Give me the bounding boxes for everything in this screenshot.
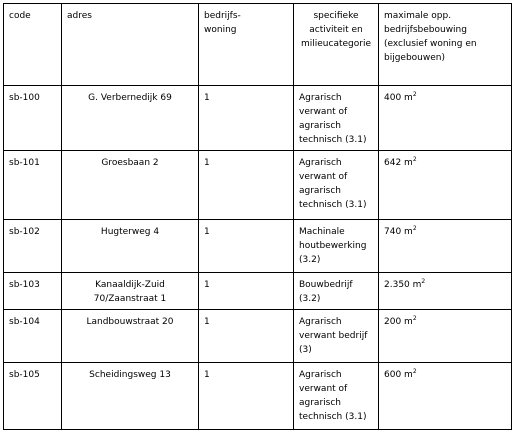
table-row: [4, 273, 512, 310]
row-activiteit-line: technisch (3.1): [299, 412, 367, 422]
header-activiteit-line: activiteit en: [309, 25, 363, 35]
header-activiteit-line: specifieke: [313, 11, 359, 21]
cell-adres: [62, 151, 199, 220]
cell-oppervlakte: [379, 363, 512, 430]
cell-adres: [62, 220, 199, 273]
cell-code: [4, 86, 62, 151]
row-adres-line: Landbouwstraat 20: [86, 317, 174, 327]
cell-activiteit: [294, 220, 379, 273]
row-adres-line: Scheidingsweg 13: [89, 370, 171, 380]
row-oppervlakte-unit-sup: 2: [412, 368, 417, 375]
row-adres-line: Kanaaldijk-Zuid: [95, 280, 165, 290]
cell-woning: [199, 220, 294, 273]
header-max-oppervlakte: [379, 4, 512, 86]
row-woning: 1: [204, 317, 210, 327]
row-code: sb-100: [9, 93, 40, 103]
cell-oppervlakte: [379, 86, 512, 151]
row-code: sb-102: [9, 227, 40, 237]
table-row: [4, 363, 512, 430]
row-oppervlakte: 2.350 m: [384, 280, 422, 290]
header-activiteit-line: milieucategorie: [301, 39, 371, 49]
row-oppervlakte-unit-sup: 2: [421, 278, 426, 285]
header-opp-line: (exclusief woning en: [384, 39, 477, 49]
row-activiteit-line: verwant bedrijf: [299, 331, 368, 341]
row-adres-line: 70/Zaanstraat 1: [93, 294, 167, 304]
cell-adres: [62, 86, 199, 151]
cell-activiteit: [294, 363, 379, 430]
cell-activiteit: [294, 273, 379, 310]
row-code: sb-101: [9, 158, 40, 168]
cell-activiteit: [294, 310, 379, 363]
row-adres-line: Hugterweg 4: [100, 227, 160, 237]
row-activiteit-line: verwant of: [299, 384, 348, 394]
row-activiteit-line: Machinale: [299, 227, 345, 237]
row-activiteit-line: agrarisch: [299, 121, 341, 131]
row-activiteit-line: (3.2): [299, 255, 321, 265]
table-row: [4, 220, 512, 273]
cell-code: [4, 151, 62, 220]
header-opp-line: maximale opp.: [384, 11, 452, 21]
cell-adres: [62, 310, 199, 363]
header-adres-label: adres: [67, 11, 92, 21]
row-activiteit-line: Agrarisch: [299, 158, 342, 168]
row-oppervlakte-unit-sup: 2: [412, 91, 417, 98]
row-woning: 1: [204, 93, 210, 103]
cell-oppervlakte: [379, 273, 512, 310]
row-activiteit-line: Agrarisch: [299, 370, 342, 380]
bedrijven-table: [3, 3, 512, 430]
cell-adres: [62, 273, 199, 310]
header-bedrijfswoning: [199, 4, 294, 86]
row-woning: 1: [204, 158, 210, 168]
row-code: sb-105: [9, 370, 40, 380]
cell-woning: [199, 86, 294, 151]
cell-oppervlakte: [379, 220, 512, 273]
row-code: sb-104: [9, 317, 40, 327]
cell-woning: [199, 363, 294, 430]
cell-activiteit: [294, 86, 379, 151]
header-code-label: code: [9, 11, 31, 21]
row-activiteit-line: agrarisch: [299, 398, 341, 408]
row-activiteit-line: technisch (3.1): [299, 135, 367, 145]
row-activiteit-line: Bouwbedrijf: [299, 280, 353, 290]
row-activiteit-line: verwant of: [299, 172, 348, 182]
row-oppervlakte: 600 m: [384, 370, 413, 380]
table-row: [4, 151, 512, 220]
row-woning: 1: [204, 370, 210, 380]
row-adres-line: G. Verbernedijk 69: [88, 93, 172, 103]
row-woning: 1: [204, 280, 210, 290]
row-activiteit-line: agrarisch: [299, 186, 341, 196]
row-woning: 1: [204, 227, 210, 237]
cell-oppervlakte: [379, 151, 512, 220]
table-row: [4, 86, 512, 151]
row-activiteit-line: verwant of: [299, 107, 348, 117]
row-adres-line: Groesbaan 2: [101, 158, 159, 168]
cell-adres: [62, 363, 199, 430]
row-oppervlakte-unit-sup: 2: [412, 156, 417, 163]
row-oppervlakte: 642 m: [384, 158, 413, 168]
cell-oppervlakte: [379, 310, 512, 363]
header-activiteit: [294, 4, 379, 86]
cell-woning: [199, 273, 294, 310]
header-opp-line: bijgebouwen): [384, 53, 446, 63]
row-activiteit-line: Agrarisch: [299, 93, 342, 103]
row-activiteit-line: (3): [299, 345, 312, 355]
header-woning-line: bedrijfs-: [204, 11, 241, 21]
cell-code: [4, 310, 62, 363]
cell-woning: [199, 310, 294, 363]
cell-code: [4, 363, 62, 430]
header-code: [4, 4, 62, 86]
row-oppervlakte: 740 m: [384, 227, 413, 237]
header-opp-line: bedrijfsbebouwing: [384, 25, 467, 35]
row-activiteit-line: houtbewerking: [299, 241, 367, 251]
row-code: sb-103: [9, 280, 40, 290]
table-row: [4, 310, 512, 363]
header-woning-line: woning: [204, 25, 237, 35]
table-header-row: [4, 4, 512, 86]
row-activiteit-line: (3.2): [299, 294, 321, 304]
cell-code: [4, 273, 62, 310]
cell-activiteit: [294, 151, 379, 220]
cell-woning: [199, 151, 294, 220]
header-adres: [62, 4, 199, 86]
row-oppervlakte: 400 m: [384, 93, 413, 103]
row-activiteit-line: Agrarisch: [299, 317, 342, 327]
row-oppervlakte: 200 m: [384, 317, 413, 327]
row-oppervlakte-unit-sup: 2: [412, 225, 417, 232]
cell-code: [4, 220, 62, 273]
row-oppervlakte-unit-sup: 2: [412, 315, 417, 322]
row-activiteit-line: technisch (3.1): [299, 200, 367, 210]
